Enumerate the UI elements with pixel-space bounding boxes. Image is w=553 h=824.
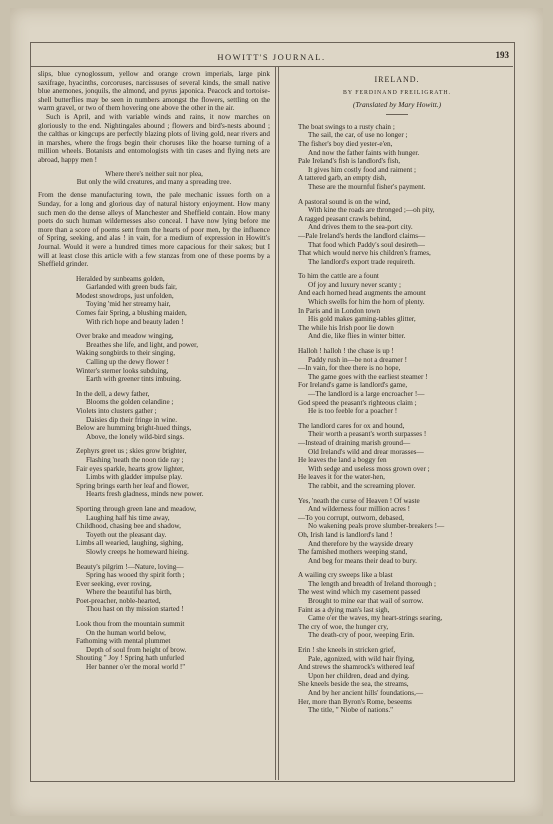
poem-line: And therefore by the wayside dreary (308, 539, 414, 548)
poem-line: And wilderness four million acres ! (308, 505, 410, 514)
poem-line: And each horned head augments the amount (298, 289, 426, 298)
poem-line: Toyeth out the pleasant day. (86, 530, 167, 539)
column-divider (275, 66, 276, 780)
stanza (76, 505, 270, 557)
poem-line: Pale Ireland's fish is landlord's fish, (298, 157, 401, 166)
poem-line: It gives him costly food and raiment ; (308, 165, 416, 174)
poem-line: And drives them to the sea-port city. (308, 223, 413, 232)
left-column (38, 70, 270, 776)
poem-line: Hearts fresh gladness, minds new power. (86, 490, 204, 499)
poem-line: Oh, Irish land is landlord's land ! (298, 530, 393, 539)
poem-line: Limbs all wearied, laughing, sighing, (76, 539, 184, 548)
poem-line: Pale, agonized, with wild hair flying, (308, 654, 415, 663)
poem-line: And die, like flies in winter bitter. (308, 332, 406, 341)
poem-line: Yes, 'neath the curse of Heaven ! Of waste (298, 496, 420, 505)
poem-line: In the dell, a dewy father, (76, 389, 150, 398)
poem-line: God speed the peasant's righteous claim ; (298, 398, 417, 407)
quotation (38, 170, 270, 187)
poem-line: Flashing 'neath the noon tide ray ; (86, 455, 184, 464)
poem-line: Calling up the dewy flower ! (86, 358, 169, 367)
poem-line: Comes fair Spring, a blushing maiden, (76, 309, 187, 318)
poem-line: In Paris and in London town (298, 306, 381, 315)
poem-line: That food which Paddy's soul desireth— (308, 240, 425, 249)
paragraph: Such is April, and with variable winds and rains, it now marches on gloriously to the end. Nightingales abound ; flowers and bird's-nests abound ; the calthas or kingcups are perfectly blazing plots of living gold, near rivers and in marshes, where the frogs begin their choruses like the hoarse turning of a million wheels. Botanists and entomologists with tin cases and flying nets are abroad, happy men ! (38, 112, 270, 164)
poem-line: Depth of soul from height of brow. (86, 645, 187, 654)
poem-line: Thou hast on thy mission started ! (86, 605, 184, 614)
poem-line: The landlord cares for ox and hound, (298, 421, 405, 430)
page-number: 193 (495, 50, 509, 60)
stanza (76, 332, 270, 384)
stanza (76, 275, 270, 327)
poem-line: —The landlord is a large encroacher !— (308, 390, 425, 398)
poem-line: His gold makes gaming-tables glitter, (308, 315, 416, 324)
poem-line: —Pale Ireland's herds the landlord claims— (298, 231, 426, 240)
poem-line: On the human world below, (86, 628, 166, 637)
poem-line: Modest snowdrops, just unfolden, (76, 291, 174, 300)
poem-line: Breathes she life, and light, and power, (86, 340, 199, 349)
stanza (298, 422, 508, 491)
poem-line: He leaves it for the water-hen, (298, 473, 385, 482)
poem-line: Her banner o'er the moral world !" (86, 663, 186, 672)
stanza (298, 272, 508, 341)
poem-line: Fathoming with mental plummet (76, 637, 171, 646)
poem-line: Where the beautiful has birth, (86, 588, 172, 597)
poem-line: Laughing half his time away, (86, 513, 170, 522)
poem-line: Earth with greener tints imbuing. (86, 375, 182, 384)
poem-line: The sail, the car, of use no longer ; (308, 131, 408, 140)
poem-line: Halloh ! halloh ! the chase is up ! (298, 347, 394, 356)
poem-line: Above, the lonely wild-bird sings. (86, 432, 185, 441)
spring-poem (76, 275, 270, 672)
poem-line: Faint as a dying man's last sigh, (298, 605, 390, 614)
poem-line: Childhood, chasing bee and shadow, (76, 522, 181, 531)
poem-line: The west wind which my casement passed (298, 588, 421, 597)
poem-line: For Ireland's game is landlord's game, (298, 381, 408, 390)
title-rule (386, 114, 408, 115)
poem-line: A pastoral sound is on the wind, (298, 197, 391, 206)
column-divider (278, 66, 279, 780)
poem-line: To him the cattle are a fount (298, 272, 379, 281)
stanza (298, 123, 508, 192)
poem-line: Her, more than Byron's Rome, beseems (298, 697, 412, 706)
poem-line: With rich hope and beauty laden ! (86, 317, 184, 326)
quote-line: But only the wild creatures, and many a spreading tree. (76, 177, 232, 186)
poem-line: The rabbit, and the screaming plover. (308, 481, 416, 490)
poem-line: Look thou from the mountain summit (76, 620, 185, 629)
poem-line: Below are humming bright-hued things, (76, 424, 192, 433)
poem-line: Upon her children, dead and dying. (308, 671, 410, 680)
poem-line: Spring has wooed thy spirit forth ; (86, 571, 185, 580)
poem-line: The boat swings to a rusty chain ; (298, 122, 395, 131)
poem-line: The title, " Niobe of nations." (308, 706, 394, 715)
poem-line: Ever seeking, ever roving, (76, 579, 152, 588)
poem-line: Which swells for him the horn of plenty. (308, 298, 425, 307)
poem-byline: BY FERDINAND FREILIGRATH. (342, 89, 452, 96)
journal-title: HOWITT'S JOURNAL. (217, 52, 326, 62)
poem-line: The fisher's boy died yester-e'en, (298, 139, 393, 148)
poem-line: And strews the shamrock's withered leaf (298, 663, 415, 672)
stanza (298, 347, 508, 416)
poem-line: Brought to mine ear that wail of sorrow. (308, 597, 424, 606)
poem-line: Paddy rush in—be not a dreamer ! (308, 355, 408, 364)
paragraph: slips, blue cynoglossum, yellow and orange crown imperials, large pink saxifrage, hyacinths, corcoruses, narcissuses of several kinds, the small native blue anemones, jonquils, the almond, and pyrus japonica. Peacock and tortoise-shell butterflies may be seen in numbers amongst the flowers, settling on the warm gravel, or two of them hovering one above the other in the air. (38, 70, 270, 113)
running-header (30, 44, 513, 67)
poem-line: The while his Irish poor lie down (298, 323, 394, 332)
poem-line: Erin ! she kneels in stricken grief, (298, 646, 396, 655)
poem-line: Of joy and luxury never scanty ; (308, 280, 402, 289)
poem-line: Spring brings earth her leaf and flower, (76, 481, 189, 490)
poem-line: The death-cry of poor, weeping Erin. (308, 631, 415, 640)
quote-line: Where there's neither suit nor plea, (105, 169, 203, 178)
poem-line: Violets into clusters gather ; (76, 407, 157, 415)
poem-line: The game goes with the earliest steamer ! (308, 372, 428, 381)
paragraph: From the dense manufacturing town, the pale mechanic issues forth on a Sunday, for a long and glorious day of natural history enjoyment. How many such men do the dense alleys of Manchester and Sheffield contain. How many poets do such human wildernesses also conceal. I have now lying before me more than a score of poems sent from the hearts of poor men, by the influence of Spring, seeking, and alas ! in vain, for a medium of expression in Howitt's Journal. Would it were a hundred times more capacious for their sakes; but I will at least close this article with a few stanzas from one of these poems by a Sheffield grinder. (38, 191, 270, 269)
poem-line: The famished mothers weeping stand, (298, 548, 408, 557)
poem-line: Waking songbirds to their singing, (76, 349, 176, 358)
poem-line: He leaves the land a boggy fen (298, 456, 387, 465)
poem-line: A wailing cry sweeps like a blast (298, 571, 393, 580)
poem-line: Zephyrs greet us ; skies grow brighter, (76, 447, 187, 456)
poem-line: Blooms the golden celandine ; (86, 398, 174, 407)
poem-line: No wakening peals prove slumber-breakers !— (308, 522, 445, 531)
poem-line: And beg for means their dead to bury. (308, 556, 417, 565)
ireland-poem (298, 123, 508, 715)
poem-line: Poet-preacher, noble-hearted, (76, 596, 161, 605)
stanza (76, 563, 270, 615)
poem-line: Old Ireland's wild and drear morasses— (308, 447, 424, 456)
poem-line: Their worth a peasant's worth surpasses ! (308, 430, 427, 439)
poem-line: The length and breadth of Ireland thorough ; (308, 579, 436, 588)
poem-line: Sporting through green lane and meadow, (76, 504, 197, 513)
poem-line: A tattered garb, an empty dish, (298, 174, 387, 183)
poem-line: —Instead of draining marish ground— (298, 438, 411, 447)
poem-line: The cry of woe, the hunger cry, (298, 622, 389, 631)
poem-line: The landlord's export trade requireth. (308, 257, 415, 266)
poem-line: Daisies dip their fringe in wine. (86, 415, 178, 424)
poem-line: Winter's sterner looks subduing, (76, 366, 169, 375)
poem-title: IRELAND. (374, 75, 420, 84)
poem-line: Over brake and meadow winging, (76, 332, 174, 341)
poem-line: Limbs with gladder impulse play. (86, 473, 183, 482)
stanza (76, 620, 270, 672)
poem-line: He is too feeble for a poacher ! (308, 407, 398, 416)
stanza (298, 571, 508, 640)
poem-line: Fair eyes sparkle, hearts grow lighter, (76, 464, 185, 473)
poem-line: She kneels beside the sea, the streams, (298, 680, 409, 689)
poem-line: With kine the roads are thronged ;—oh pity, (308, 206, 435, 215)
poem-line: Shouting " Joy ! Spring hath unfurled (76, 654, 184, 663)
poem-line: —In vain, for thee there is no hope, (298, 364, 401, 373)
poem-line: Garlanded with green buds fair, (86, 283, 177, 292)
poem-line: Toying 'mid her streamy hair, (86, 300, 171, 309)
poem-line: Beauty's pilgrim !—Nature, loving— (76, 562, 184, 571)
poem-line: A ragged peasant crawls behind, (298, 214, 392, 223)
right-column (286, 70, 508, 776)
stanza (298, 646, 508, 715)
poem-line: And by her ancient hills' foundations,— (308, 689, 424, 697)
poem-line: That which would nerve his children's frames, (298, 249, 431, 258)
poem-line: Heralded by sunbeams golden, (76, 274, 165, 283)
stanza (76, 390, 270, 442)
poem-line: With sedge and useless moss grown over ; (308, 464, 430, 473)
translator-note: (Translated by Mary Howitt.) (352, 100, 442, 110)
stanza (76, 447, 270, 499)
poem-line: And now the father faints with hunger. (308, 148, 420, 157)
stanza (298, 198, 508, 267)
stanza (298, 497, 508, 566)
poem-line: Slowly creeps he homeward hieing. (86, 547, 189, 556)
poem-line: These are the mournful fisher's payment. (308, 182, 426, 191)
poem-line: Came o'er the waves, my heart-strings searing, (308, 614, 443, 623)
poem-line: —To you corrupt, outworn, debased, (298, 513, 404, 522)
